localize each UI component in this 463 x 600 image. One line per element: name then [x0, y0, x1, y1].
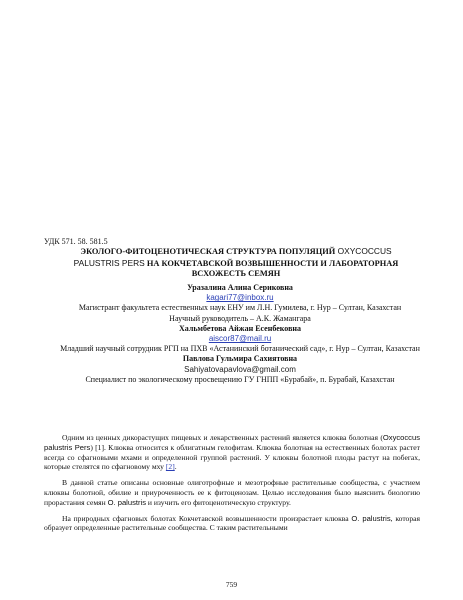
article-body: [44, 433, 420, 539]
paragraph-text: .: [174, 462, 177, 472]
paragraph-text: В данной статье описаны основные олиготрофные и мезотрофные растительные сообщества, с участием клюквы болотной, обилие и приуроченность ее к фитоценозам. Целью исследования было выяснить биологию прорастания семян: [44, 478, 420, 507]
author-email: Sahiyatovapavlova@gmail.com: [184, 364, 296, 374]
author-affiliation: Специалист по экологическому просвещению ГУ ГНПП «Бурабай», п. Бурабай, Казахстан: [85, 374, 395, 384]
page-number: 759: [225, 580, 238, 589]
paper-title: [44, 246, 428, 280]
author-name: Павлова Гульмира Сахиятовна: [182, 354, 298, 364]
latin-species-name: O. palustris: [351, 513, 391, 523]
paragraph-text: На природных сфагновых болотах Кокчетавской возвышенности произрастает клюква: [62, 513, 352, 523]
author-name: Хальмбетова Айжан Есенбековна: [178, 323, 302, 333]
paragraph: [44, 478, 420, 507]
paragraph-text: ) [1]. Клюква относится к облигатным гелофитам. Клюква болотная на естественных болотах растет всегда со сфагновыми мхами и определенной группой растений. У клюквы болотной плоды растут на побегах, которые стелятся по сфагновому мху: [44, 442, 420, 472]
paragraph: [44, 433, 420, 472]
author-block: [60, 283, 420, 385]
paragraph-text: , которая образует определенные растительные сообщества. С таким растительными: [44, 513, 420, 533]
paragraph-text: Одним из ценных дикорастущих пищевых и лекарственных растений является клюква болотная (: [62, 433, 383, 442]
title-latin-1: OXYCOCCUS: [335, 246, 392, 256]
title-latin-2: PALUSTRIS PERS: [73, 257, 145, 268]
author-email-link[interactable]: kagari77@inbox.ru: [206, 293, 274, 303]
reference-link[interactable]: [2]: [165, 462, 175, 472]
title-part-3: ВСХОЖЕСТЬ СЕМЯН: [191, 269, 281, 278]
paragraph: [44, 514, 420, 534]
scientific-supervisor: Научный руководитель – А.К. Жамангара: [169, 313, 311, 323]
udc-code: УДК 571. 58. 581.5: [44, 237, 108, 246]
title-part-1: ЭКОЛОГО-ФИТОЦЕНОТИЧЕСКАЯ СТРУКТУРА ПОПУЛЯЦИЙ: [80, 247, 336, 256]
paragraph-text: и изучить его фитоценотическую структуру.: [146, 497, 291, 507]
author-affiliation: Магистрант факультета естественных наук ЕНУ им Л.Н. Гумилева, г. Нур – Султан, Казахстан: [78, 303, 402, 313]
latin-species-name: O. palustris: [107, 497, 146, 507]
author-affiliation: Младший научный сотрудник РГП на ПХВ «Астанинский ботанический сад», г. Нур – Султан, Казахстан: [60, 344, 420, 354]
author-name: Уразалина Алина Сериковна: [187, 283, 293, 292]
title-part-2: НА КОКЧЕТАВСКОЙ ВОЗВЫШЕННОСТИ И ЛАБОРАТОРНАЯ: [144, 258, 399, 268]
author-email-link[interactable]: aiscor87@mail.ru: [208, 334, 272, 344]
latin-species-name: Oxycoccus palustris Pers: [44, 433, 420, 452]
